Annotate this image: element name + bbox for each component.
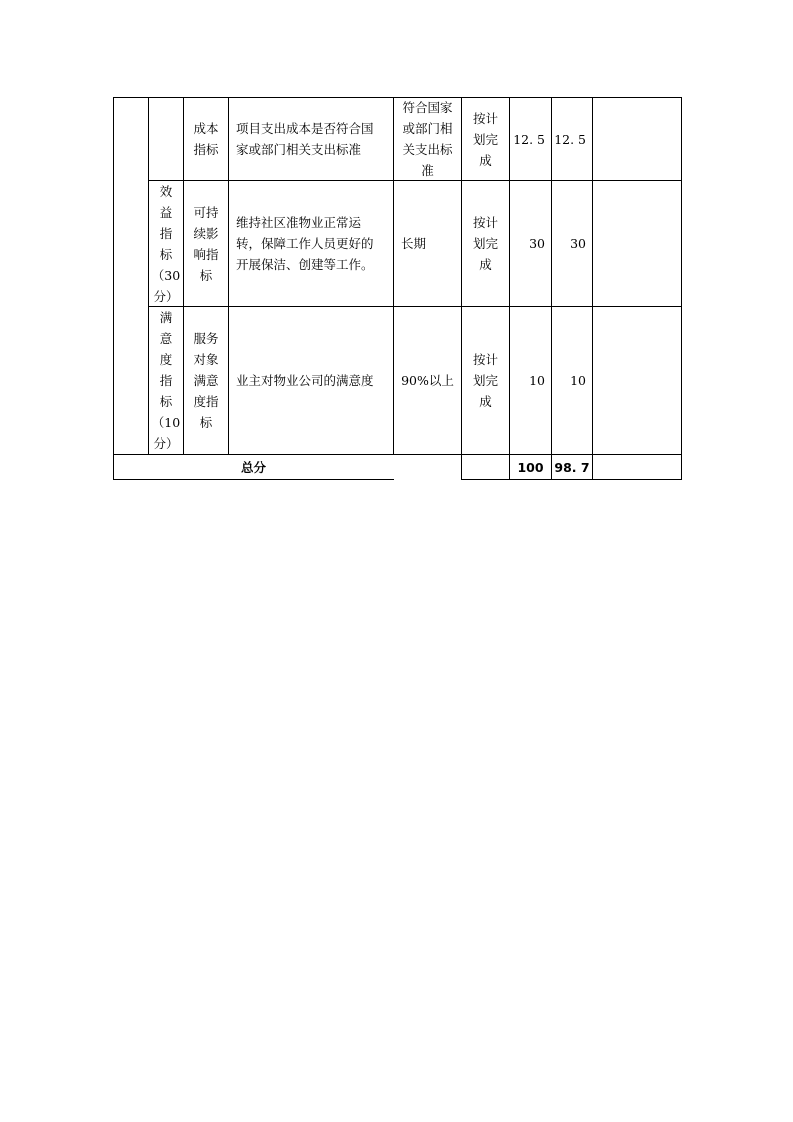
- target-cell: 90%以上: [401, 373, 454, 388]
- note-cell: [593, 307, 681, 454]
- sub-indicator-cell: 成本 指标: [193, 121, 219, 157]
- description-cell: 项目支出成本是否符合国 家或部门相关支出标准: [236, 121, 374, 157]
- category-cell: 满 意 度 指 标 （10 分）: [151, 310, 181, 451]
- category-cell: 效 益 指 标 （30 分）: [151, 183, 181, 304]
- score-cell: 30: [570, 236, 586, 251]
- status-cell: 按计 划完 成: [472, 110, 498, 168]
- weight-cell: 10: [529, 373, 545, 388]
- description-cell: 维持社区准物业正常运 转，保障工作人员更好的 开展保洁、创建等工作。: [236, 215, 374, 272]
- total-label: 总分: [240, 459, 266, 475]
- status-cell: 按计 划完 成: [472, 352, 498, 409]
- description-cell: 业主对物业公司的满意度: [236, 373, 374, 388]
- weight-cell: 30: [529, 236, 545, 251]
- total-weight: 100: [517, 459, 544, 475]
- note-cell: [593, 98, 681, 180]
- category-cell: [149, 98, 183, 180]
- total-note: [593, 455, 681, 479]
- target-cell: 符合国家 或部门相 关支出标 准: [402, 100, 453, 178]
- score-cell: 10: [570, 373, 586, 388]
- weight-cell: 12. 5: [513, 131, 545, 147]
- target-cell: 长期: [401, 236, 427, 251]
- note-cell: [593, 181, 681, 306]
- status-cell: 按计 划完 成: [472, 215, 498, 272]
- sub-indicator-cell: 可持 续影 响指 标: [193, 204, 219, 283]
- total-score: 98. 7: [554, 459, 590, 475]
- sub-indicator-cell: 服务 对象 满意 度指 标: [193, 331, 219, 430]
- score-cell: 12. 5: [554, 131, 586, 147]
